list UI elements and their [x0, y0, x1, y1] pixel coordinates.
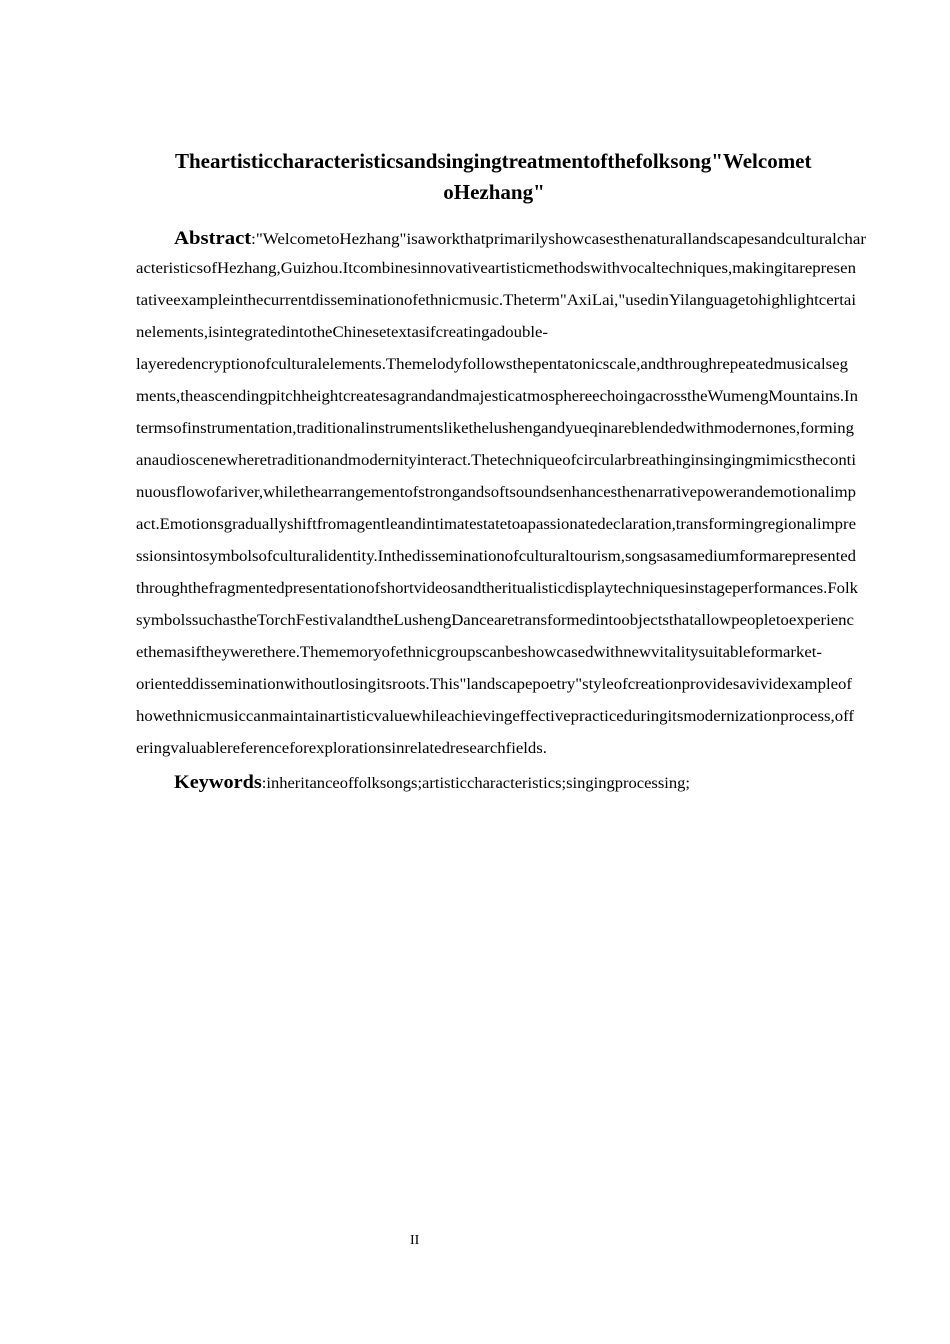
- abstract-line: [136, 292, 866, 324]
- abstract-line: [136, 356, 866, 388]
- abstract-line: [136, 580, 866, 612]
- abstract-line: [136, 548, 866, 580]
- abstract-line-text: throughthefragmentedpresentationofshortvideosandtheritualisticdisplaytechniquesinstageperformances.Folk: [136, 580, 858, 597]
- abstract-line-text: ments,theascendingpitchheightcreatesagrandandmajesticatmosphereechoingacrosstheWumengMountains.In: [136, 388, 858, 405]
- abstract-line-text: anaudioscenewheretraditionandmodernityinteract.Thetechniqueofcircularbreathinginsingingmimicstheconti: [136, 452, 856, 469]
- abstract-line: [136, 452, 866, 484]
- abstract-line: [136, 612, 866, 644]
- abstract-line: [136, 324, 866, 356]
- abstract-section: [136, 228, 866, 772]
- abstract-line-text: layeredencryptionofculturalelements.Themelodyfollowsthepentatonicscale,andthroughrepeatedmusicalseg: [136, 356, 848, 373]
- abstract-line-text: :"WelcometoHezhang"isaworkthatprimarilyshowcasesthenaturallandscapesandculturalchar: [251, 231, 866, 248]
- document-title: [175, 146, 865, 208]
- keywords-label: Keywords: [174, 772, 262, 793]
- abstract-line: [136, 484, 866, 516]
- abstract-line-text: nelements,isintegratedintotheChinesetextasifcreatingadouble-: [136, 324, 548, 341]
- abstract-line-text: acteristicsofHezhang,Guizhou.Itcombinesinnovativeartisticmethodswithvocaltechniques,makingitarepresen: [136, 260, 856, 277]
- keywords-section: [174, 772, 690, 794]
- abstract-line: [136, 516, 866, 548]
- abstract-label: Abstract: [174, 228, 252, 249]
- abstract-line: [136, 228, 866, 260]
- abstract-line-text: orienteddisseminationwithoutlosingitsroots.This"landscapepoetry"styleofcreationprovidesavividexampleof: [136, 676, 852, 693]
- abstract-line-text: howethnicmusiccanmaintainartisticvaluewhileachievingeffectivepracticeduringitsmodernizationprocess,off: [136, 708, 854, 725]
- abstract-line: [136, 388, 866, 420]
- abstract-line-text: ethemasiftheywerethere.Thememoryofethnicgroupscanbeshowcasedwithnewvitalitysuitableformarket-: [136, 644, 822, 661]
- page-number: II: [410, 1233, 420, 1248]
- abstract-line: [136, 676, 866, 708]
- abstract-line-text: nuousflowofariver,whilethearrangementofstrongandsoftsoundsenhancesthenarrativepowerandemotionalimp: [136, 484, 856, 501]
- keywords-text: :inheritanceoffolksongs;artisticcharacteristics;singingprocessing;: [261, 775, 690, 792]
- abstract-line-text: tativeexampleinthecurrentdisseminationofethnicmusic.Theterm"AxiLai,"usedinYilanguagetohighlightcertai: [136, 292, 856, 309]
- title-line-2: oHezhang": [443, 180, 545, 204]
- abstract-line-text: symbolssuchastheTorchFestivalandtheLushengDancearetransformedintoobjectsthatallowpeopletoexperienc: [136, 612, 855, 629]
- abstract-line-text: eringvaluablereferenceforexplorationsinrelatedresearchfields.: [136, 740, 547, 757]
- abstract-line-text: act.Emotionsgraduallyshiftfromagentleandintimatestatetoapassionatedeclaration,transformingregionalimpre: [136, 516, 856, 533]
- abstract-line-text: ssionsintosymbolsofculturalidentity.Inthedisseminationofculturaltourism,songsasamediumformarepresented: [136, 548, 856, 565]
- abstract-line: [136, 420, 866, 452]
- abstract-line: [136, 708, 866, 740]
- abstract-line: [136, 644, 866, 676]
- title-line-1: Theartisticcharacteristicsandsingingtreatmentofthefolksong"Welcomet: [175, 149, 812, 173]
- abstract-line: [136, 740, 866, 772]
- abstract-line: [136, 260, 866, 292]
- abstract-line-text: termsofinstrumentation,traditionalinstrumentslikethelushengandyueqinareblendedwithmodernones,forming: [136, 420, 854, 437]
